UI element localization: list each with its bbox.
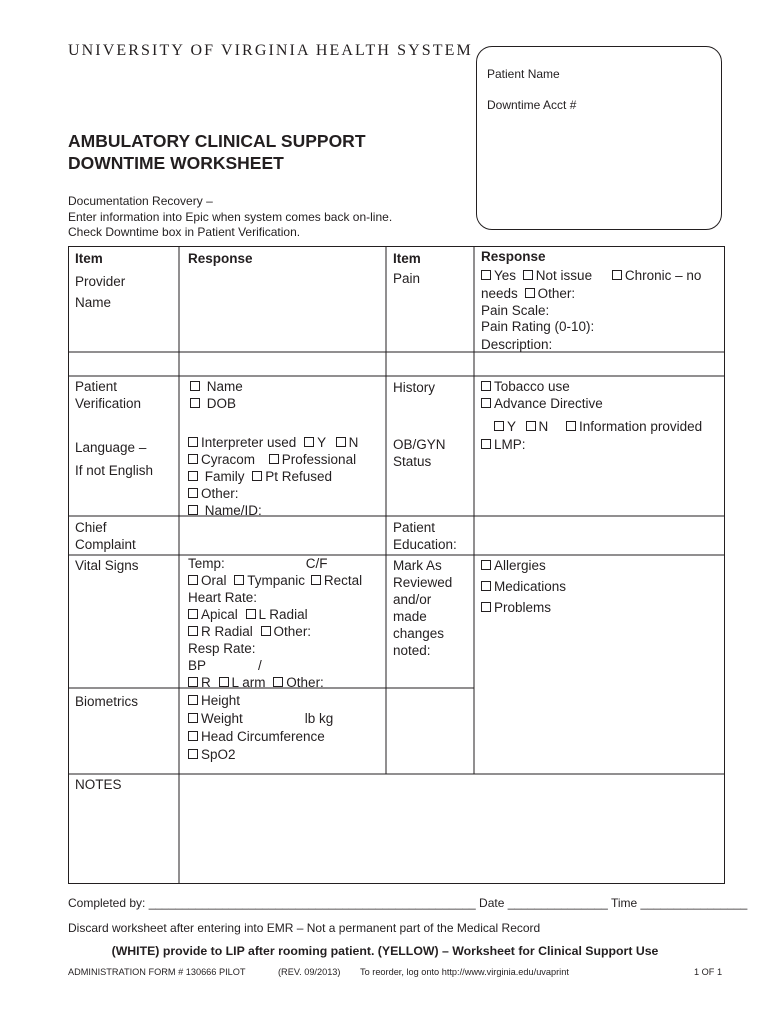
checkbox[interactable]: [481, 381, 491, 391]
admin-form-number: ADMINISTRATION FORM # 130666 PILOT: [68, 967, 246, 977]
patient-name-label: Patient Name: [487, 67, 560, 81]
checkbox[interactable]: [188, 609, 198, 619]
checkbox[interactable]: [234, 575, 244, 585]
checkbox[interactable]: [273, 677, 283, 687]
patient-education-label: Patient Education:: [393, 520, 457, 552]
checkbox[interactable]: [481, 270, 491, 280]
checkbox[interactable]: [336, 437, 346, 447]
history-options: Tobacco use Advance Directive: [481, 378, 603, 412]
checkbox[interactable]: [481, 602, 491, 612]
checkbox[interactable]: [304, 437, 314, 447]
checkbox[interactable]: [188, 626, 198, 636]
history-label: History: [393, 380, 436, 395]
instruction-line: Check Downtime box in Patient Verification.: [68, 225, 301, 239]
checkbox[interactable]: [481, 439, 491, 449]
checkbox[interactable]: [481, 560, 491, 570]
institution-name: UNIVERSITY OF VIRGINIA HEALTH SYSTEM: [68, 42, 473, 59]
chief-complaint-label: Chief Complaint: [75, 520, 136, 552]
worksheet-table: [68, 246, 725, 884]
checkbox[interactable]: [188, 454, 198, 464]
checkbox[interactable]: [188, 749, 198, 759]
checkbox[interactable]: [523, 270, 533, 280]
biometrics-options: Height Weight lb kg Head Circumference SpO2: [188, 692, 333, 764]
header-item: Item: [75, 251, 103, 266]
page-number: 1 OF 1: [694, 967, 723, 977]
checkbox[interactable]: [188, 437, 198, 447]
pain-scale-label: Pain Scale:: [481, 303, 550, 318]
copy-distribution-notice: (WHITE) provide to LIP after rooming patient. (YELLOW) – Worksheet for Clinical Support Use: [111, 944, 659, 958]
pain-needs-row: needs Other:: [481, 286, 576, 301]
title-line-1: AMBULATORY CLINICAL SUPPORT: [68, 131, 366, 151]
provider-name-label: Provider Name: [75, 274, 126, 310]
title-line-2: DOWNTIME WORKSHEET: [68, 153, 284, 173]
pain-label: Pain: [393, 271, 421, 286]
checkbox[interactable]: [188, 695, 198, 705]
header-response-2: Response: [481, 249, 546, 264]
reorder-info: To reorder, log onto http://www.virginia.edu/uvaprint: [360, 967, 569, 977]
checkbox[interactable]: [566, 421, 576, 431]
vital-signs-options: Temp: C/F Oral Tympanic Rectal Heart Rate: Apical L Radial R Radial Other: Resp Rate: BP / R L arm Other:: [188, 556, 363, 690]
notes-label: NOTES: [75, 777, 122, 792]
advance-directive-options: Y N Information provided: [494, 418, 702, 435]
checkbox[interactable]: [219, 677, 229, 687]
checkbox[interactable]: [269, 454, 279, 464]
downtime-acct-label: Downtime Acct #: [487, 98, 577, 112]
instructions: [68, 194, 392, 241]
checkbox[interactable]: [190, 381, 200, 391]
instruction-line: Documentation Recovery –: [68, 194, 213, 208]
header-response: Response: [188, 251, 253, 266]
instruction-line: Enter information into Epic when system comes back on-line.: [68, 209, 393, 224]
checkbox[interactable]: [525, 288, 535, 298]
review-options: Allergies Medications Problems: [481, 555, 566, 618]
header-item-2: Item: [393, 251, 421, 266]
checkbox[interactable]: [188, 505, 198, 515]
mark-as-reviewed-label: Mark As Reviewed and/or made changes noted:: [393, 558, 453, 658]
page-title: [68, 130, 366, 174]
language-label: Language – If not English: [75, 440, 154, 478]
checkbox[interactable]: [188, 713, 198, 723]
biometrics-label: Biometrics: [75, 694, 139, 709]
checkbox[interactable]: [252, 471, 262, 481]
discard-notice: Discard worksheet after entering into EMR – Not a permanent part of the Medical Record: [68, 921, 541, 935]
checkbox[interactable]: [190, 398, 200, 408]
checkbox[interactable]: [188, 677, 198, 687]
checkbox[interactable]: [246, 609, 256, 619]
completed-by-line: Completed by: _________________________________________________ Date _______________ Time ________________: [68, 896, 748, 910]
checkbox[interactable]: [494, 421, 504, 431]
checkbox[interactable]: [612, 270, 622, 280]
checkbox[interactable]: [261, 626, 271, 636]
patient-verification-label: Patient Verification: [75, 379, 142, 411]
checkbox[interactable]: [188, 731, 198, 741]
checkbox[interactable]: [188, 575, 198, 585]
pain-description-label: Description:: [481, 337, 553, 352]
checkbox[interactable]: [188, 471, 198, 481]
pain-rating-label: Pain Rating (0-10):: [481, 319, 595, 334]
checkbox[interactable]: [481, 581, 491, 591]
checkbox[interactable]: [188, 488, 198, 498]
obgyn-label: OB/GYN Status: [393, 437, 446, 469]
pv-options: Name DOB: [190, 378, 243, 412]
checkbox[interactable]: [481, 398, 491, 408]
lmp-field: LMP:: [481, 436, 526, 453]
patient-info-box: [476, 46, 722, 230]
checkbox[interactable]: [311, 575, 321, 585]
pain-options-row: Yes Not issue Chronic – no: [481, 267, 701, 284]
checkbox[interactable]: [526, 421, 536, 431]
vital-signs-label: Vital Signs: [75, 558, 139, 573]
language-options: Interpreter used Y N Cyracom Professional Family Pt Refused Other: Name/ID:: [188, 434, 358, 519]
revision-date: (REV. 09/2013): [278, 967, 341, 977]
